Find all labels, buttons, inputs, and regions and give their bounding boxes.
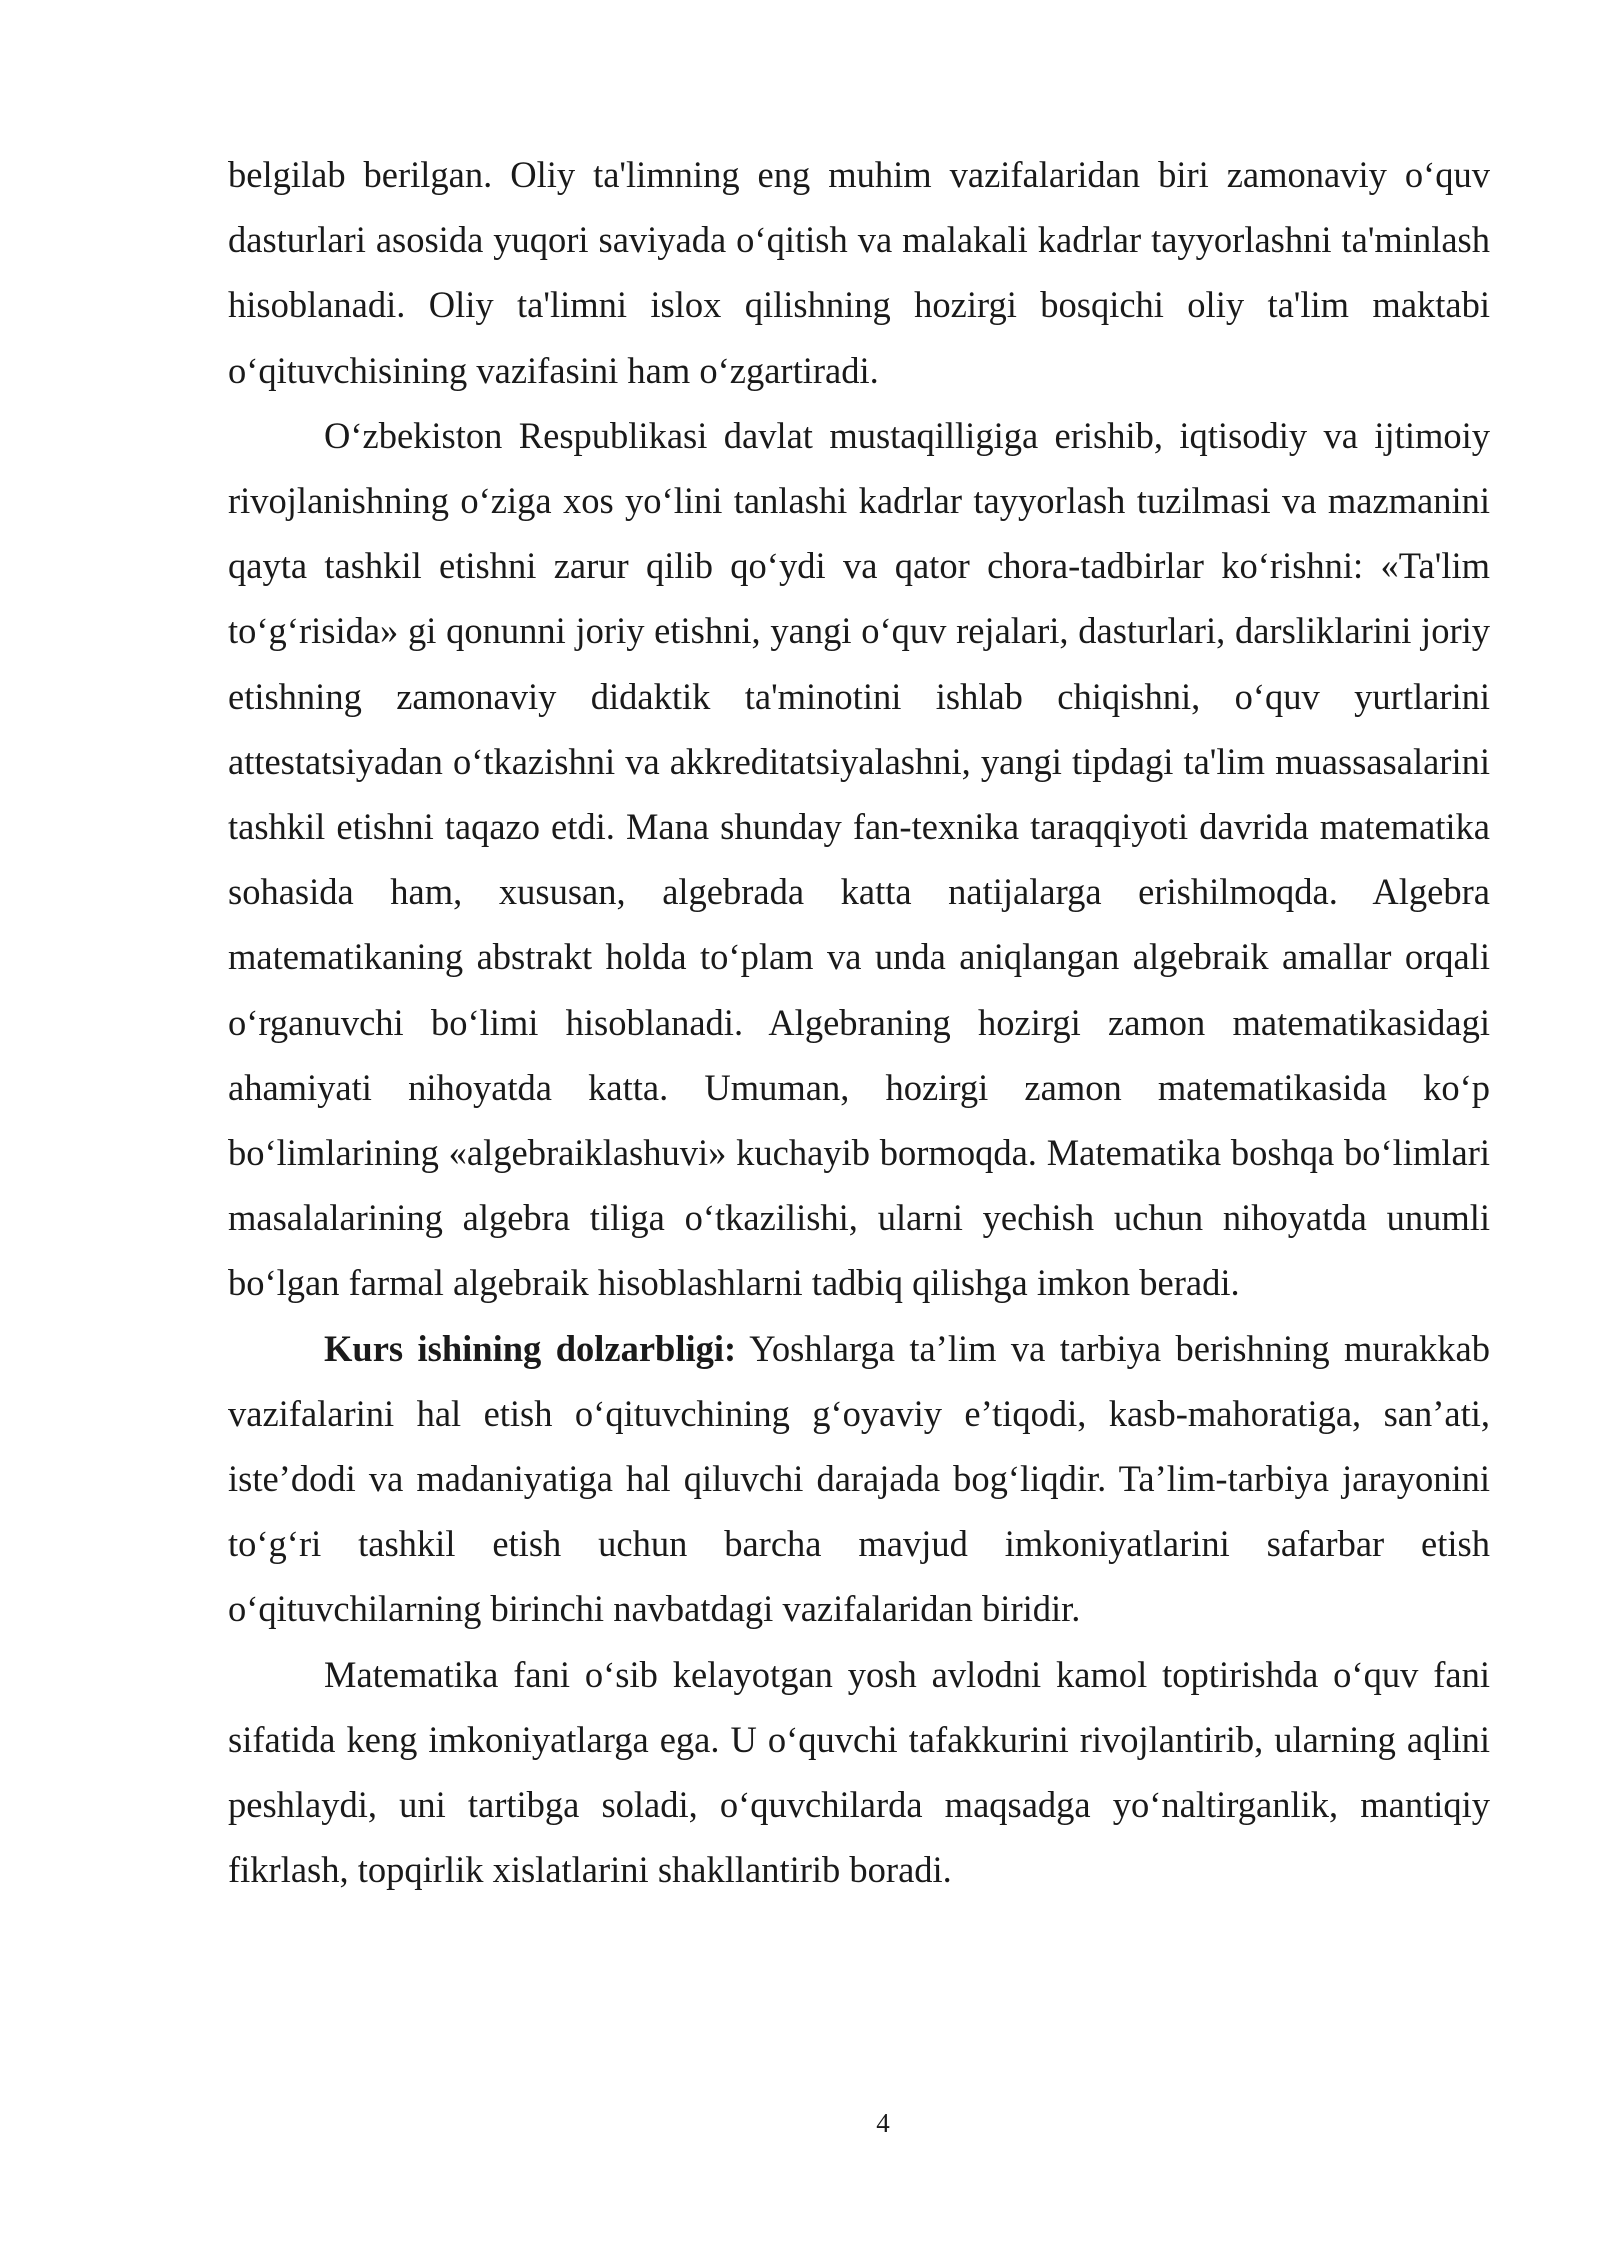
- paragraph-4-text: Matematika fani o‘sib kelayotgan yosh avlodni kamol toptirishda o‘quv fani sifatida keng imkoniyatlarga ega. U o‘quvchi tafakkurini rivojlantirib, ularning aqlini peshlaydi, uni tartibga soladi, o‘quvchilarda maqsadga yo‘naltirganlik, mantiqiy fikrlash, topqirlik xislatlarini shakllantirib boradi.: [228, 1653, 1490, 1891]
- paragraph-1-text: belgilab berilgan. Oliy ta'limning eng muhim vazifalaridan biri zamonaviy o‘quv dasturlari asosida yuqori saviyada o‘qitish va malakali kadrlar tayyorlashni ta'minlash hisoblanadi. Oliy ta'limni islox qilishning hozirgi bosqichi oliy ta'lim maktabi o‘qituvchisining vazifasini ham o‘zgartiradi.: [228, 154, 1490, 391]
- paragraph-3: [228, 1316, 1490, 1642]
- paragraph-4: [228, 1642, 1490, 1903]
- page-number: 4: [876, 2108, 890, 2138]
- paragraph-2-text: O‘zbekiston Respublikasi davlat mustaqilligiga erishib, iqtisodiy va ijtimoiy rivojlanishning o‘ziga xos yo‘lini tanlashi kadrlar tayyorlash tuzilmasi va mazmanini qayta tashkil etishni zarur qilib qo‘ydi va qator chora-tadbirlar ko‘rishni: «Ta'lim to‘g‘risida» gi qonunni joriy etishni, yangi o‘quv rejalari, dasturlari, darsliklarini joriy etishning zamonaviy didaktik ta'minotini ishlab chiqishni, o‘quv yurtlarini attestatsiyadan o‘tkazishni va akkreditatsiyalashni, yangi tipdagi ta'lim muassasalarini tashkil etishni taqazo etdi. Mana shunday fan-texnika taraqqiyoti davrida matematika sohasida ham, xususan, algebrada katta natijalarga erishilmoqda. Algebra matematikaning abstrakt holda to‘plam va unda aniqlangan algebraik amallar orqali o‘rganuvchi bo‘limi hisoblanadi. Algebraning hozirgi zamon matematikasidagi ahamiyati nihoyatda katta. Umuman, hozirgi zamon matematikasida ko‘p bo‘limlarining «algebraiklashuvi» kuchayib bormoqda. Matematika boshqa bo‘limlari masalalarining algebra tiliga o‘tkazilishi, ularni yechish uchun nihoyatda unumli bo‘lgan farmal algebraik hisoblashlarni tadbiq qilishga imkon beradi.: [228, 414, 1490, 1304]
- section-heading-relevance: Kurs ishining dolzarbligi:: [324, 1327, 737, 1369]
- paragraph-1: [228, 142, 1490, 403]
- paragraph-2: [228, 403, 1490, 1316]
- body-text: [228, 142, 1490, 1902]
- paragraph-3-text: Yoshlarga ta’lim va tarbiya berishning murakkab vazifalarini hal etish o‘qituvchining g‘oyaviy e’tiqodi, kasb-mahoratiga, san’ati, iste’dodi va madaniyatiga hal qiluvchi darajada bog‘liqdir. Ta’lim-tarbiya jarayonini to‘g‘ri tashkil etish uchun barcha mavjud imkoniyatlarini safarbar etish o‘qituvchilarning birinchi navbatdagi vazifalaridan biridir.: [228, 1327, 1490, 1630]
